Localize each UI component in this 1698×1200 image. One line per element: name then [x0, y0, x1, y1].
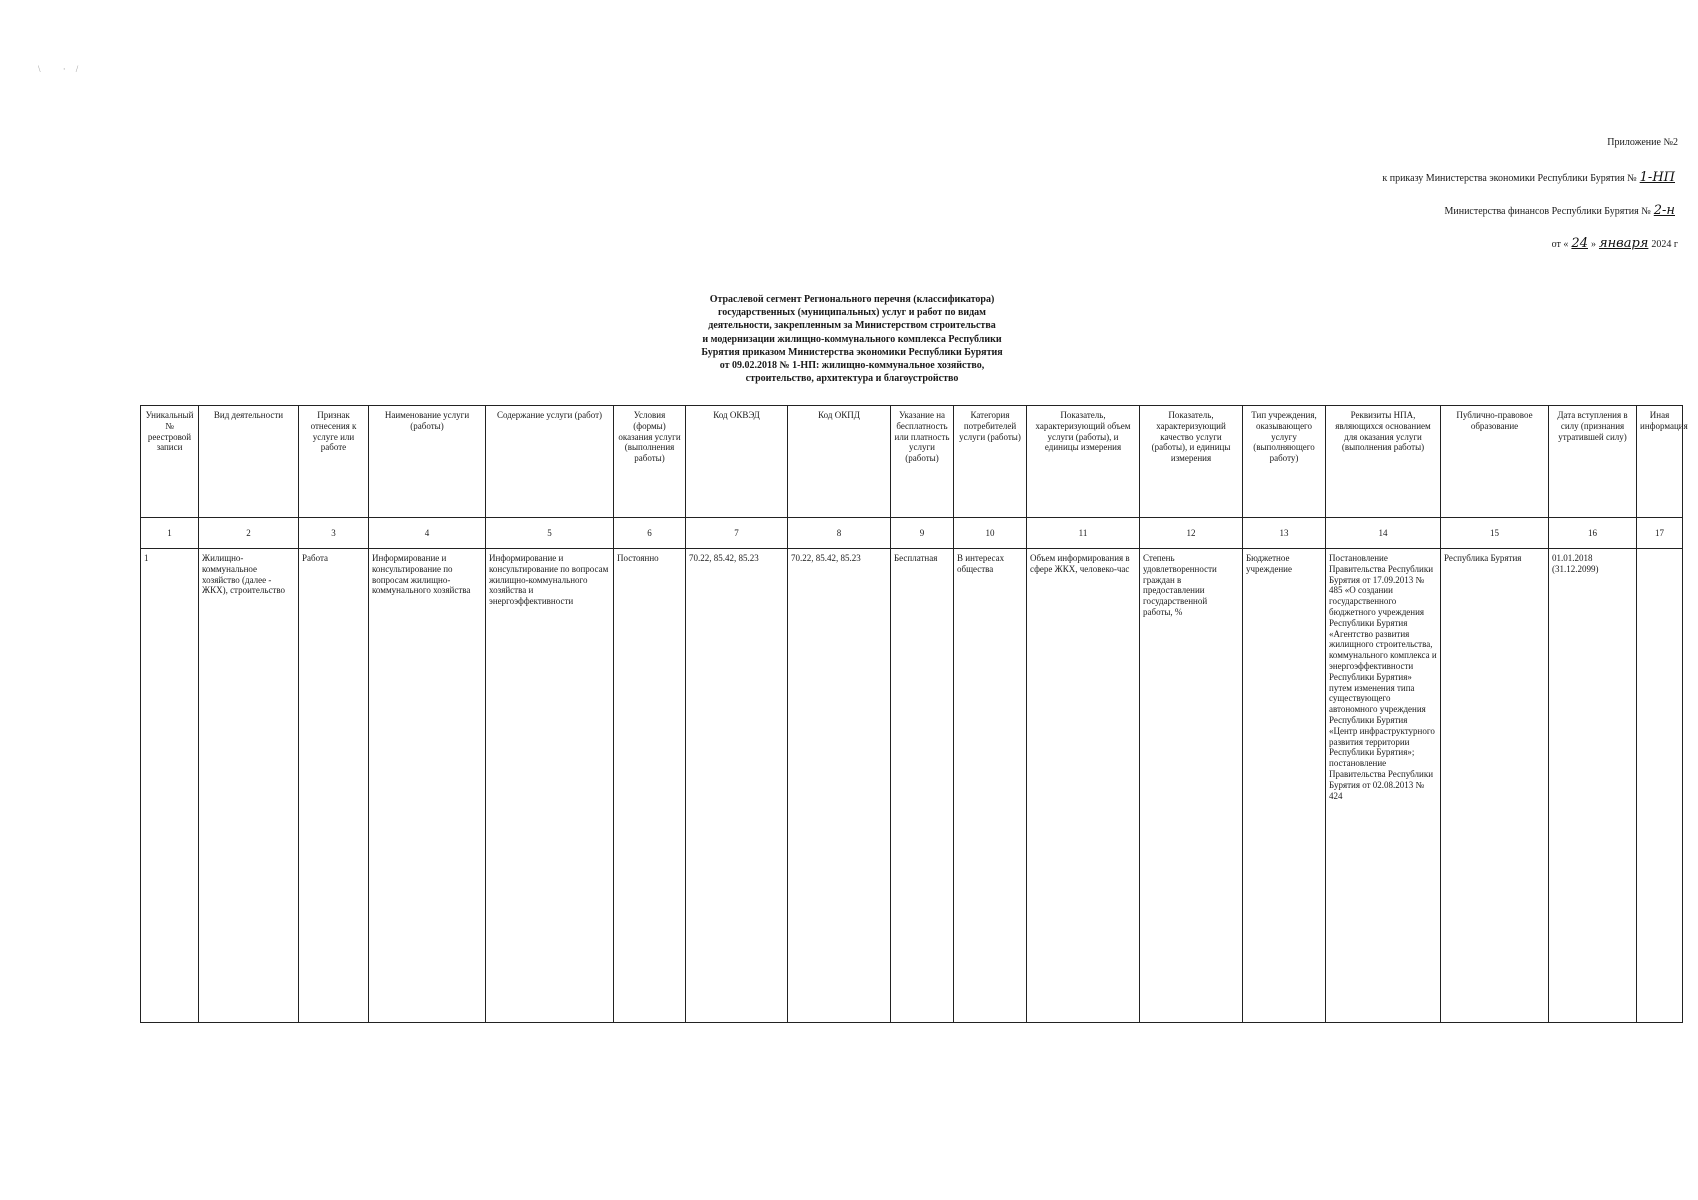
order-date-line	[1382, 235, 1678, 268]
cell-effective-date: 01.01.2018 (31.12.2099)	[1549, 549, 1637, 1023]
cell-quality-indicator: Степень удовлетворенности граждан в предоставлении государственной работы, %	[1140, 549, 1243, 1023]
column-header: Вид деятельности	[199, 406, 299, 518]
column-number: 6	[614, 518, 686, 549]
column-number-row	[141, 518, 1683, 549]
column-header: Код ОКПД	[788, 406, 891, 518]
cell-institution-type: Бюджетное учреждение	[1243, 549, 1326, 1023]
column-header: Код ОКВЭД	[686, 406, 788, 518]
cell-volume-indicator: Объем информирования в сфере ЖКХ, человеко-час	[1027, 549, 1140, 1023]
column-number: 10	[954, 518, 1027, 549]
date-quote: »	[1590, 239, 1596, 250]
column-header: Уникальный № реестровой записи	[141, 406, 199, 518]
column-header: Признак отнесения к услуге или работе	[299, 406, 369, 518]
cell-okpd-code: 70.22, 85.42, 85.23	[788, 549, 891, 1023]
handwritten-day: 24	[1571, 236, 1588, 251]
title-line: от 09.02.2018 № 1-НП: жилищно-коммунальное хозяйство,	[719, 359, 985, 371]
column-number: 14	[1326, 518, 1441, 549]
column-number: 12	[1140, 518, 1243, 549]
cell-legal-acts: Постановление Правительства Республики Бурятия от 17.09.2013 № 485 «О создании государственного бюджетного учреждения Республики Бурятия «Агентство развития жилищного строительства, коммунального комплекса и энергоэффективности Республики Бурятия» путем изменения типа существующего автономного учреждения Республики Бурятия «Центр инфраструктурного развития территории Республики Бурятия»; постановление Правительства Республики Бурятия от 02.08.2013 № 424	[1326, 549, 1441, 1023]
title-line: строительство, архитектура и благоустройство	[745, 373, 959, 385]
cell-other-info	[1637, 549, 1683, 1023]
finance-ministry-text: Министерства финансов Республики Бурятия №	[1444, 206, 1651, 217]
column-header: Условия (формы) оказания услуги (выполнения работы)	[614, 406, 686, 518]
cell-public-entity: Республика Бурятия	[1441, 549, 1549, 1023]
appendix-header	[1382, 136, 1678, 268]
handwritten-finance-number: 2-н	[1653, 203, 1675, 218]
title-line: деятельности, закрепленным за Министерством строительства	[708, 320, 996, 332]
column-number: 2	[199, 518, 299, 549]
handwritten-month: января	[1598, 236, 1649, 251]
cell-service-or-work: Работа	[299, 549, 369, 1023]
cell-conditions: Постоянно	[614, 549, 686, 1023]
column-number: 5	[486, 518, 614, 549]
date-prefix: от «	[1551, 239, 1569, 250]
cell-registry-number: 1	[141, 549, 199, 1023]
order-reference-line	[1382, 169, 1678, 202]
registry-table	[140, 405, 1688, 1023]
cell-okved-code: 70.22, 85.42, 85.23	[686, 549, 788, 1023]
title-line: и модернизации жилищно-коммунального комплекса Республики	[702, 333, 1002, 345]
column-number: 9	[891, 518, 954, 549]
cell-activity-type: Жилищно-коммунальное хозяйство (далее - ЖКХ), строительство	[199, 549, 299, 1023]
column-header: Показатель, характеризующий качество услуги (работы), и единицы измерения	[1140, 406, 1243, 518]
column-header: Тип учреждения, оказывающего услугу (выполняющего работу)	[1243, 406, 1326, 518]
title-line: Отраслевой сегмент Регионального перечня (классификатора)	[709, 294, 995, 305]
column-number: 11	[1027, 518, 1140, 549]
table-header-row	[141, 406, 1683, 518]
column-header: Категория потребителей услуги (работы)	[954, 406, 1027, 518]
title-line: государственных (муниципальных) услуг и работ по видам	[718, 307, 986, 319]
column-number: 16	[1549, 518, 1637, 549]
order-reference-text: к приказу Министерства экономики Республики Бурятия №	[1382, 173, 1637, 184]
column-number: 4	[369, 518, 486, 549]
column-header: Наименование услуги (работы)	[369, 406, 486, 518]
appendix-label: Приложение №2	[1607, 137, 1678, 148]
column-header: Указание на бесплатность или платность услуги (работы)	[891, 406, 954, 518]
column-number: 13	[1243, 518, 1326, 549]
column-number: 15	[1441, 518, 1549, 549]
column-number: 1	[141, 518, 199, 549]
column-number: 8	[788, 518, 891, 549]
column-number: 7	[686, 518, 788, 549]
column-header: Реквизиты НПА, являющихся основанием для оказания услуги (выполнения работы)	[1326, 406, 1441, 518]
document-title	[652, 293, 1052, 385]
column-number: 3	[299, 518, 369, 549]
column-header: Показатель, характеризующий объем услуги (работы), и единицы измерения	[1027, 406, 1140, 518]
cell-consumer-category: В интересах общества	[954, 549, 1027, 1023]
column-number: 17	[1637, 518, 1683, 549]
column-header: Дата вступления в силу (признания утратившей силу)	[1549, 406, 1637, 518]
cell-service-name: Информирование и консультирование по вопросам жилищно-коммунального хозяйства	[369, 549, 486, 1023]
column-header: Публично-правовое образование	[1441, 406, 1549, 518]
date-year: 2024 г	[1651, 239, 1678, 250]
column-header: Содержание услуги (работ)	[486, 406, 614, 518]
table-row	[141, 549, 1683, 1023]
cell-service-content: Информирование и консультирование по вопросам жилищно-коммунального хозяйства и энергоэффективности	[486, 549, 614, 1023]
cell-payment: Бесплатная	[891, 549, 954, 1023]
column-header: Иная информация	[1637, 406, 1683, 518]
title-line: Бурятия приказом Министерства экономики Республики Бурятия	[701, 346, 1003, 358]
scan-artifact-mark: \ ·/	[38, 64, 89, 74]
handwritten-order-number: 1-НП	[1639, 170, 1675, 185]
finance-ministry-line	[1382, 202, 1678, 235]
